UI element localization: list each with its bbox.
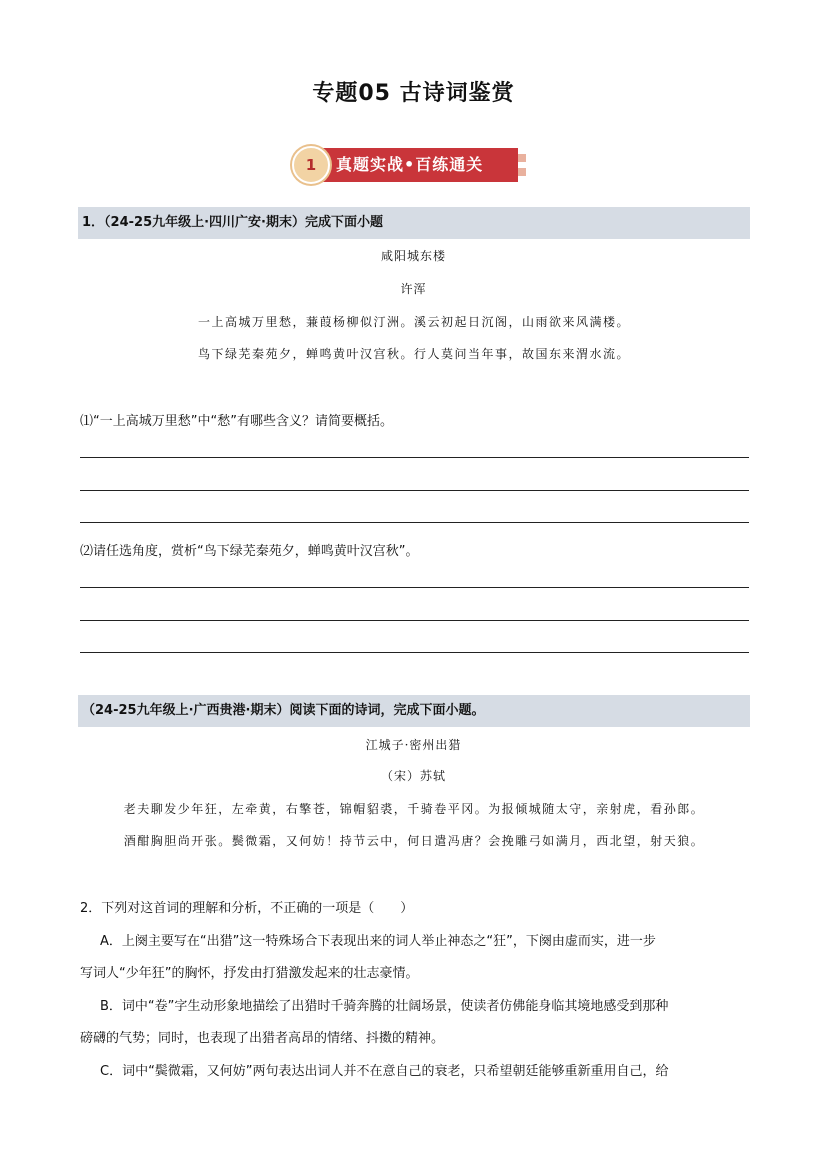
answer-line[interactable] bbox=[80, 522, 749, 523]
option-b-line-1[interactable]: B．词中“卷”字生动形象地描绘了出猎时千骑奔腾的壮阔场景，使读者仿佛能身临其境地感受到那种 bbox=[100, 999, 669, 1014]
page-title: 专题05 古诗词鉴赏 bbox=[312, 81, 515, 106]
option-c-line-1[interactable]: C．词中“鬓微霜，又何妨”两句表达出词人并不在意自己的衰老，只希望朝廷能够重新重用自己，给 bbox=[100, 1064, 669, 1079]
answer-line[interactable] bbox=[80, 490, 749, 491]
sub-question-2: ⑵请任选角度，赏析“鸟下绿芜秦苑夕，蝉鸣黄叶汉宫秋”。 bbox=[80, 544, 419, 559]
section-banner bbox=[292, 146, 532, 186]
question-2-stem: 2．下列对这首词的理解和分析，不正确的一项是（ ） bbox=[80, 901, 414, 916]
poem-1-title: 咸阳城东楼 bbox=[380, 249, 446, 263]
poem-2-line: 酒酣胸胆尚开张。鬓微霜，又何妨！持节云中，何日遣冯唐？会挽雕弓如满月，西北望，射天狼。 bbox=[123, 834, 705, 848]
question-2-header: （24-25九年级上·广西贵港·期末）阅读下面的诗词，完成下面小题。 bbox=[78, 695, 750, 727]
poem-2-line: 老夫聊发少年狂，左牵黄，右擎苍，锦帽貂裘，千骑卷平冈。为报倾城随太守，亲射虎，看孙郎。 bbox=[123, 802, 705, 816]
answer-line[interactable] bbox=[80, 587, 749, 588]
poem-2-title: 江城子·密州出猎 bbox=[365, 738, 462, 752]
answer-line[interactable] bbox=[80, 652, 749, 653]
answer-line[interactable] bbox=[80, 457, 749, 458]
poem-1-line: 鸟下绿芜秦苑夕，蝉鸣黄叶汉宫秋。行人莫问当年事，故国东来渭水流。 bbox=[197, 347, 630, 361]
banner-number: 1 bbox=[305, 156, 317, 174]
option-b-line-2: 磅礴的气势；同时，也表现了出猎者高昂的情绪、抖擞的精神。 bbox=[80, 1031, 445, 1046]
poem-2-author: （宋）苏轼 bbox=[380, 769, 446, 783]
sub-question-1: ⑴“一上高城万里愁”中“愁”有哪些含义？请简要概括。 bbox=[80, 414, 393, 429]
poem-1-author: 许浑 bbox=[400, 282, 427, 296]
answer-line[interactable] bbox=[80, 620, 749, 621]
banner-decoration bbox=[518, 168, 526, 176]
question-1-header: 1．（24-25九年级上·四川广安·期末）完成下面小题 bbox=[78, 207, 750, 239]
poem-1-line: 一上高城万里愁，蒹葭杨柳似汀洲。溪云初起日沉阁，山雨欲来风满楼。 bbox=[197, 315, 630, 329]
option-a-line-1[interactable]: A．上阕主要写在“出猎”这一特殊场合下表现出来的词人举止神态之“狂”，下阕由虚而实，进一步 bbox=[100, 934, 656, 949]
banner-label: 真题实战•百练通关 bbox=[336, 155, 484, 174]
option-a-line-2: 写词人“少年狂”的胸怀，抒发由打猎激发起来的壮志豪情。 bbox=[80, 966, 419, 981]
banner-decoration bbox=[518, 154, 526, 162]
